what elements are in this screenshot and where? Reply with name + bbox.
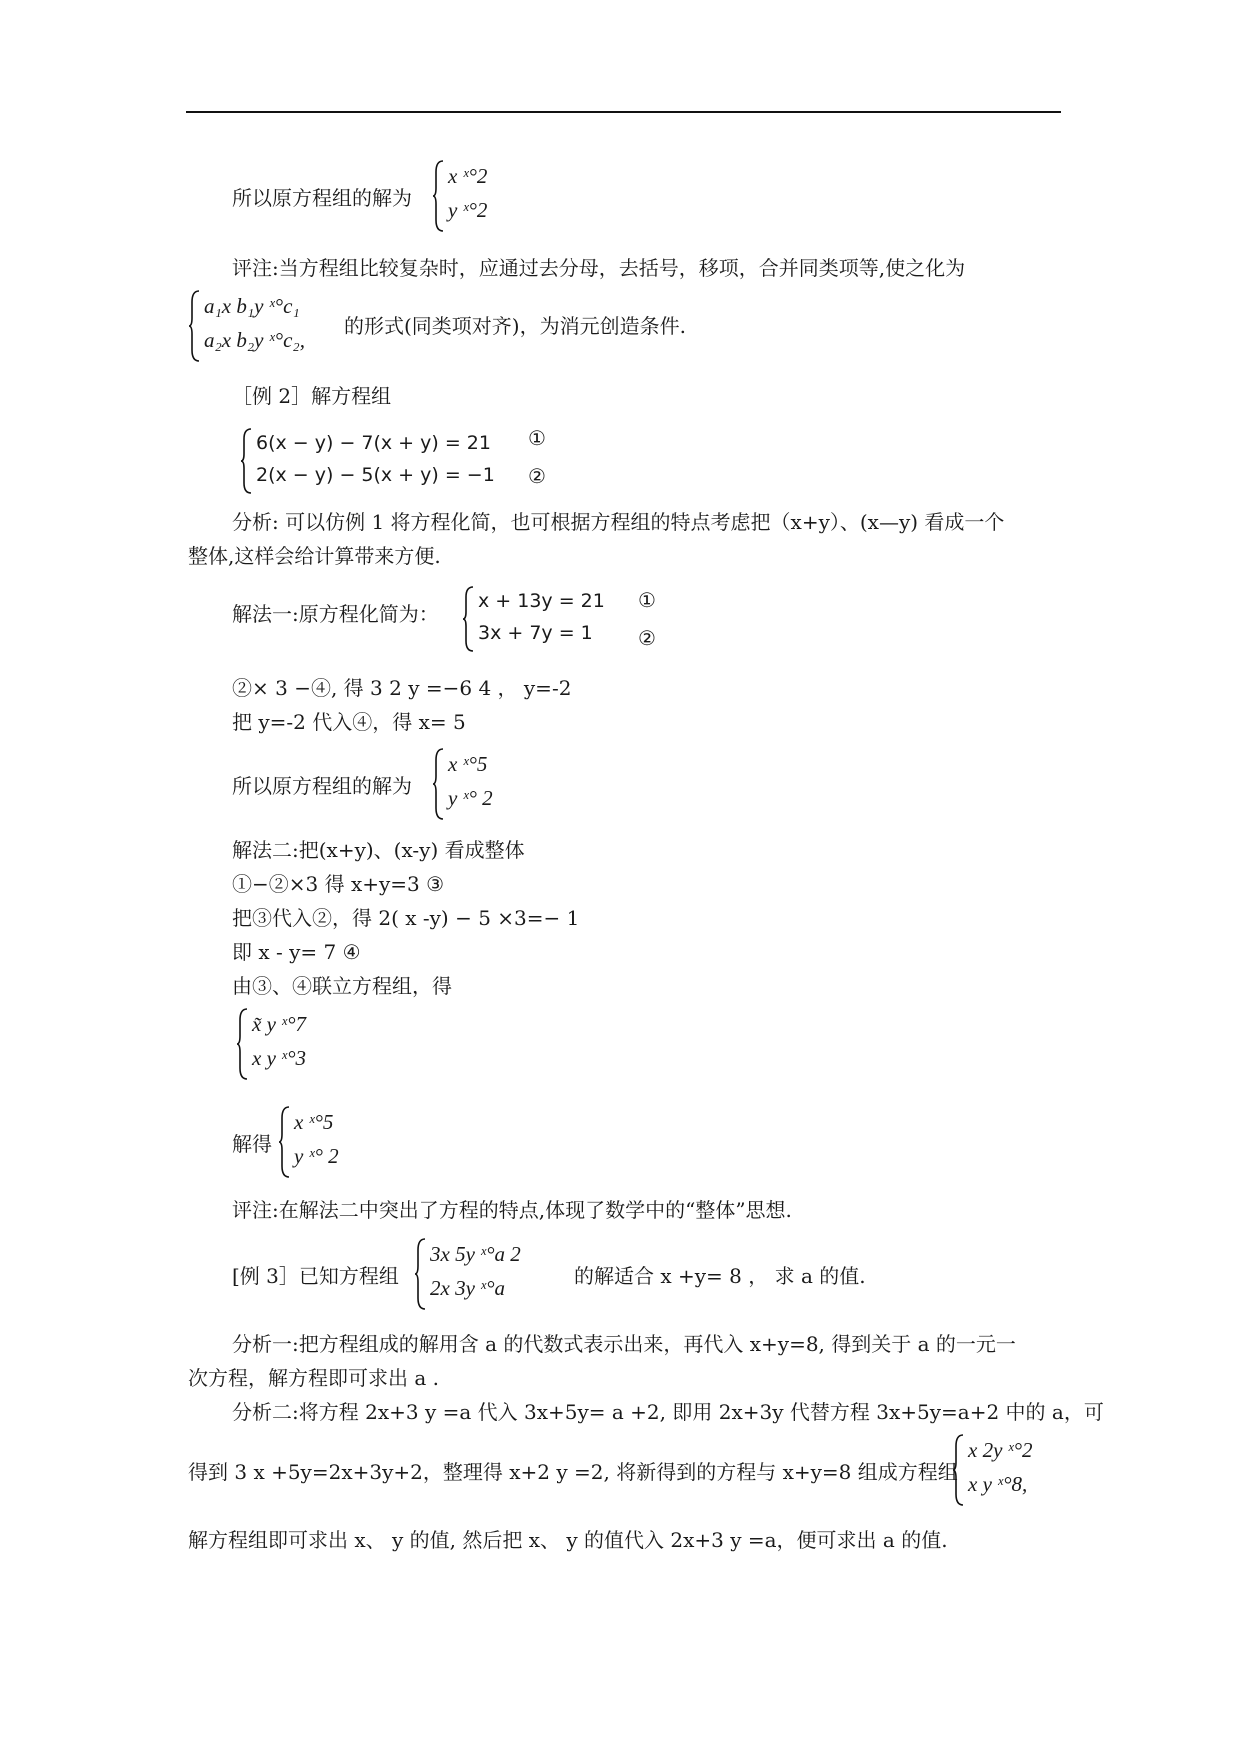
example-2-title: ［例 2］解方程组 (232, 384, 392, 408)
method-1-system (462, 586, 632, 652)
method-1-label: 解法一:原方程化简为： (232, 602, 439, 626)
equation-row: x + 13y = 21 (478, 590, 605, 612)
analysis-3-2-line-b: 得到 3 x +5y=2x+3y+2，整理得 x+2 y =2, 将新得到的方程与 x+y=8 组成方程组 (188, 1460, 958, 1484)
equation-row: y ˣ°2 (448, 198, 488, 222)
note-1: 评注:当方程组比较复杂时，应通过去分母，去括号，移项，合并同类项等,使之化为 (232, 256, 966, 280)
analysis-3-system (952, 1434, 1062, 1506)
method-2-step-4: 由③、④联立方程组，得 (232, 974, 452, 998)
brace-icon (236, 1008, 248, 1080)
analysis-3-2-line-a: 分析二:将方程 2x+3 y =a 代入 3x+5y= a +2, 即用 2x+3y 代替方程 3x+5y=a+2 中的 a，可 (232, 1400, 1104, 1424)
equation-row: x y ˣ°3 (252, 1046, 306, 1070)
solution-system-3 (278, 1106, 368, 1178)
equation-marker-1: ① (638, 588, 656, 612)
brace-icon (952, 1434, 964, 1506)
equation-row: 2x 3y ˣ°a (430, 1276, 505, 1300)
brace-icon (462, 586, 474, 652)
equation-row: a₁x b₁y ˣ°c₁ (204, 294, 300, 318)
note-2: 评注:在解法二中突出了方程的特点,体现了数学中的“整体”思想. (232, 1198, 792, 1222)
example-3-system (414, 1238, 564, 1310)
method-2-label: 解法二:把(x+y)、(x-y) 看成整体 (232, 838, 525, 862)
analysis-3-1-line-a: 分析一:把方程组成的解用含 a 的代数式表示出来，再代入 x+y=8, 得到关于 a 的一元一 (232, 1332, 1016, 1356)
solution-line-2: 所以原方程组的解为 (232, 774, 412, 798)
brace-icon (432, 748, 444, 820)
example-3-label: [例 3］已知方程组 (232, 1264, 399, 1288)
method-2-step-3: 即 x - y= 7 ④ (232, 940, 361, 964)
method-1-step-1: ②× 3 −④, 得 3 2 y =−6 4 ， y=-2 (232, 676, 572, 700)
example-3-text: 的解适合 x +y= 8 ， 求 a 的值. (574, 1264, 866, 1288)
analysis-2-line-a: 分析: 可以仿例 1 将方程化简，也可根据方程组的特点考虑把（x+y）、(x—y) 看成一个 (232, 510, 1005, 534)
brace-icon (278, 1106, 290, 1178)
analysis-3-1-line-b: 次方程，解方程即可求出 a . (188, 1366, 439, 1390)
solve-label: 解得 (232, 1132, 272, 1156)
equation-row: y ˣ° 2 (294, 1144, 339, 1168)
equation-row: 3x + 7y = 1 (478, 622, 593, 644)
example-2-system (240, 428, 500, 494)
method-2-step-1: ①−②×3 得 x+y=3 ③ (232, 872, 445, 896)
equation-row: x 2y ˣ°2 (968, 1438, 1033, 1462)
equation-row: 6(x − y) − 7(x + y) = 21 (256, 432, 491, 454)
brace-icon (432, 160, 444, 232)
brace-icon (414, 1238, 426, 1310)
equation-row: a₂x b₂y ˣ°c₂, (204, 328, 305, 352)
header-rule (186, 111, 1061, 113)
equation-marker-1: ① (528, 426, 546, 450)
equation-marker-2: ② (638, 626, 656, 650)
method-1-step-2: 把 y=-2 代入④，得 x= 5 (232, 710, 466, 734)
equation-marker-2: ② (528, 464, 546, 488)
equation-row: x ˣ°5 (448, 752, 488, 776)
equation-row: y ˣ° 2 (448, 786, 493, 810)
equation-row: x ˣ°2 (448, 164, 488, 188)
solution-system-2 (432, 748, 522, 820)
equation-row: x ˣ°5 (294, 1110, 334, 1134)
solution-system-1 (432, 160, 522, 232)
brace-icon (240, 428, 252, 494)
method-2-step-2: 把③代入②，得 2( x -y) − 5 ×3=− 1 (232, 906, 580, 930)
method-2-system (236, 1008, 346, 1080)
equation-row: 3x 5y ˣ°a 2 (430, 1242, 521, 1266)
general-form-text: 的形式(同类项对齐)，为消元创造条件. (344, 314, 686, 338)
analysis-3-2-line-c: 解方程组即可求出 x、 y 的值, 然后把 x、 y 的值代入 2x+3 y =a，便可求出 a 的值. (188, 1528, 948, 1552)
equation-row: 2(x − y) − 5(x + y) = −1 (256, 464, 495, 486)
brace-icon (188, 290, 200, 362)
equation-row: x̃ y ˣ°7 (252, 1012, 306, 1036)
equation-row: x y ˣ°8, (968, 1472, 1028, 1496)
solution-line-1 (232, 184, 412, 212)
general-form-system (188, 290, 338, 362)
analysis-2-line-b: 整体,这样会给计算带来方便. (188, 544, 441, 568)
solution-label: 所以原方程组的解为 (232, 186, 412, 210)
